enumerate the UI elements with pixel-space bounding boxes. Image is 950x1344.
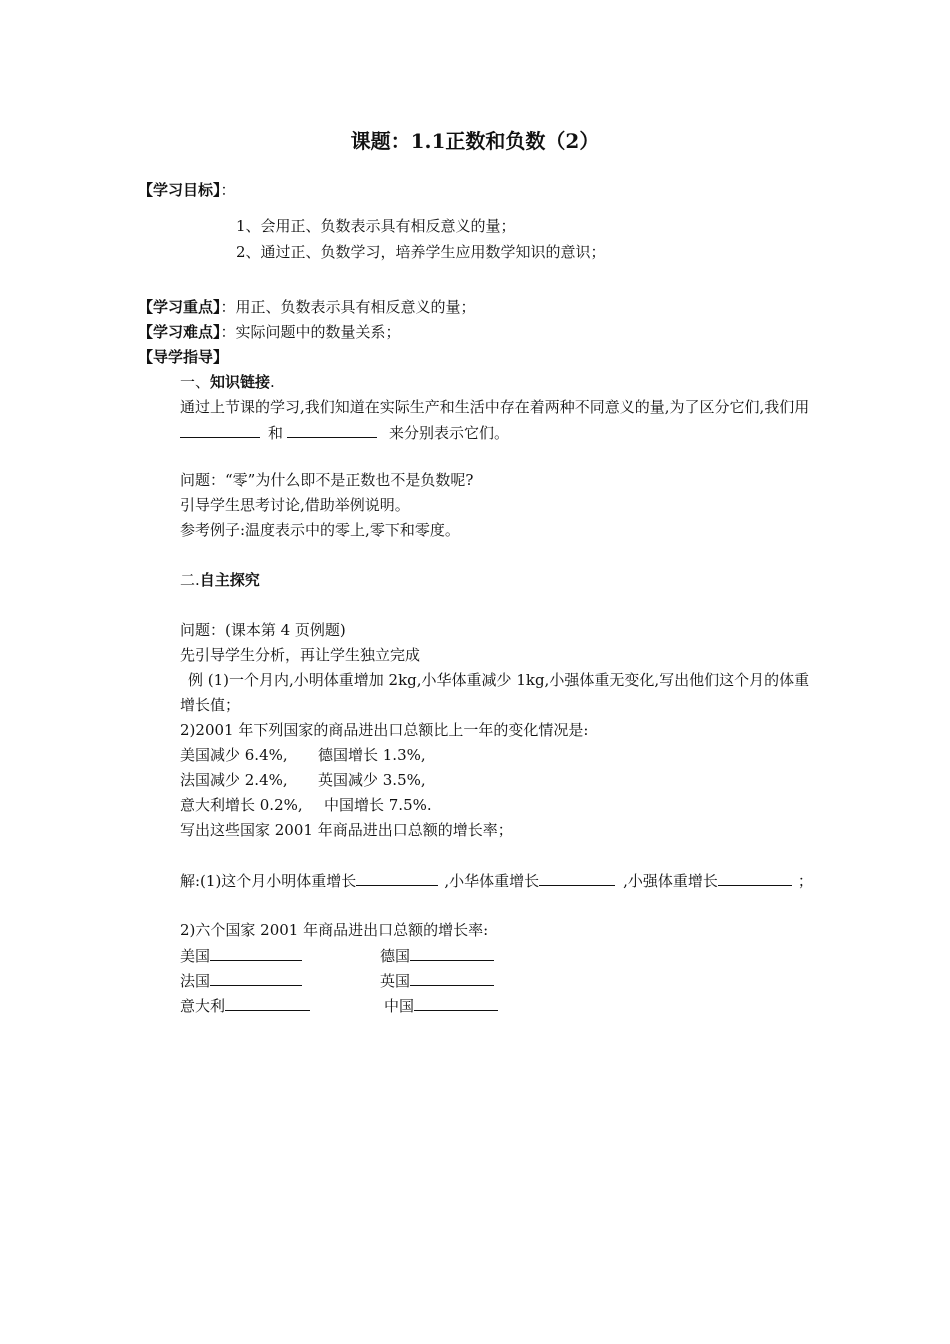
blank-xiaoming (356, 870, 438, 886)
section2-prefix: 二. (180, 571, 200, 589)
solution-mid1: ,小华体重增长 (444, 872, 540, 890)
data-row-3-left: 意大利增长 0.2%, (180, 796, 303, 814)
section1-suffix: . (270, 373, 275, 391)
blank-negative (287, 422, 377, 438)
solution-end: ； (797, 872, 813, 890)
blank-country (210, 945, 302, 961)
country-row-2-left (180, 970, 302, 991)
country-label: 法国 (180, 972, 211, 990)
key-point-text: ：用正、负数表示具有相反意义的量； (220, 298, 476, 316)
goals-heading: 【学习目标】 (138, 181, 221, 199)
section2-question: 问题：(课本第 4 页例题) (180, 621, 346, 639)
country-label: 意大利 (180, 997, 226, 1015)
country-row-3-right (384, 995, 498, 1016)
solution-mid2: ,小强体重增长 (623, 872, 718, 890)
example2-line1: 2)2001 年下列国家的商品进出口总额比上一年的变化情况是: (180, 721, 589, 739)
blank-xiaoqiang (718, 870, 792, 886)
section2-intro: 先引导学生分析，再让学生独立完成 (180, 646, 421, 664)
para-and: 和 (268, 424, 284, 442)
blank-xiaohua (539, 870, 615, 886)
solution2-intro: 2)六个国家 2001 年商品进出口总额的增长率: (180, 921, 489, 939)
page-title: 课题：1.1正数和负数（2） (350, 129, 600, 153)
country-label: 美国 (180, 947, 211, 965)
section1-prefix: 一、 (180, 373, 211, 391)
difficulty-line (138, 322, 401, 342)
section1-heading-line (180, 372, 275, 392)
country-row-1-left (180, 945, 302, 966)
country-label: 德国 (380, 947, 411, 965)
blank-country (414, 995, 498, 1011)
blank-country (225, 995, 310, 1011)
data-row-1-right: 德国增长 1.3%, (318, 746, 426, 764)
data-row-1-left: 美国减少 6.4%, (180, 746, 288, 764)
blank-country (210, 970, 302, 986)
guide-heading: 【导学指导】 (138, 348, 229, 366)
section1-heading: 知识链接 (210, 373, 271, 391)
difficulty-text: ：实际问题中的数量关系； (220, 323, 401, 341)
country-row-1-right (380, 945, 494, 966)
goal-item-1: 1、会用正、负数表示具有相反意义的量； (236, 217, 516, 235)
section1-para-line1: 通过上节课的学习,我们知道在实际生产和生活中存在着两种不同意义的量,为了区分它们,我们用 (180, 398, 810, 416)
example2-ask: 写出这些国家 2001 年商品进出口总额的增长率； (180, 821, 513, 839)
example1-line1: 例 (1)一个月内,小明体重增加 2kg,小华体重减少 1kg,小强体重无变化,写出他们这个月的体重 (188, 671, 810, 689)
blank-country (410, 970, 494, 986)
data-row-3-right: 中国增长 7.5%. (324, 796, 432, 814)
data-row-2-left: 法国减少 2.4%, (180, 771, 288, 789)
zero-question: 问题：“零”为什么即不是正数也不是负数呢? (180, 471, 474, 489)
example-reference: 参考例子:温度表示中的零上,零下和零度。 (180, 521, 460, 539)
country-row-2-right (380, 970, 494, 991)
solution-line1 (180, 870, 813, 891)
country-label: 中国 (384, 997, 415, 1015)
goals-sep: ： (220, 181, 236, 199)
blank-country (410, 945, 494, 961)
example1-line2: 增长值； (180, 696, 241, 714)
section2-heading-line (180, 570, 260, 590)
difficulty-heading: 【学习难点】 (138, 323, 221, 341)
guide-discussion: 引导学生思考讨论,借助举例说明。 (180, 496, 410, 514)
country-label: 英国 (380, 972, 411, 990)
para-end: 来分别表示它们。 (389, 424, 510, 442)
key-point-line (138, 297, 476, 317)
blank-positive (180, 422, 260, 438)
section2-heading: 自主探究 (199, 571, 260, 589)
country-row-3-left (180, 995, 310, 1016)
data-row-2-right: 英国减少 3.5%, (318, 771, 426, 789)
goal-item-2: 2、通过正、负数学习，培养学生应用数学知识的意识； (236, 243, 606, 261)
section1-para-line2 (180, 422, 509, 443)
key-point-heading: 【学习重点】 (138, 298, 221, 316)
solution-prefix: 解:(1)这个月小明体重增长 (180, 872, 357, 890)
goals-heading-line (138, 180, 236, 200)
